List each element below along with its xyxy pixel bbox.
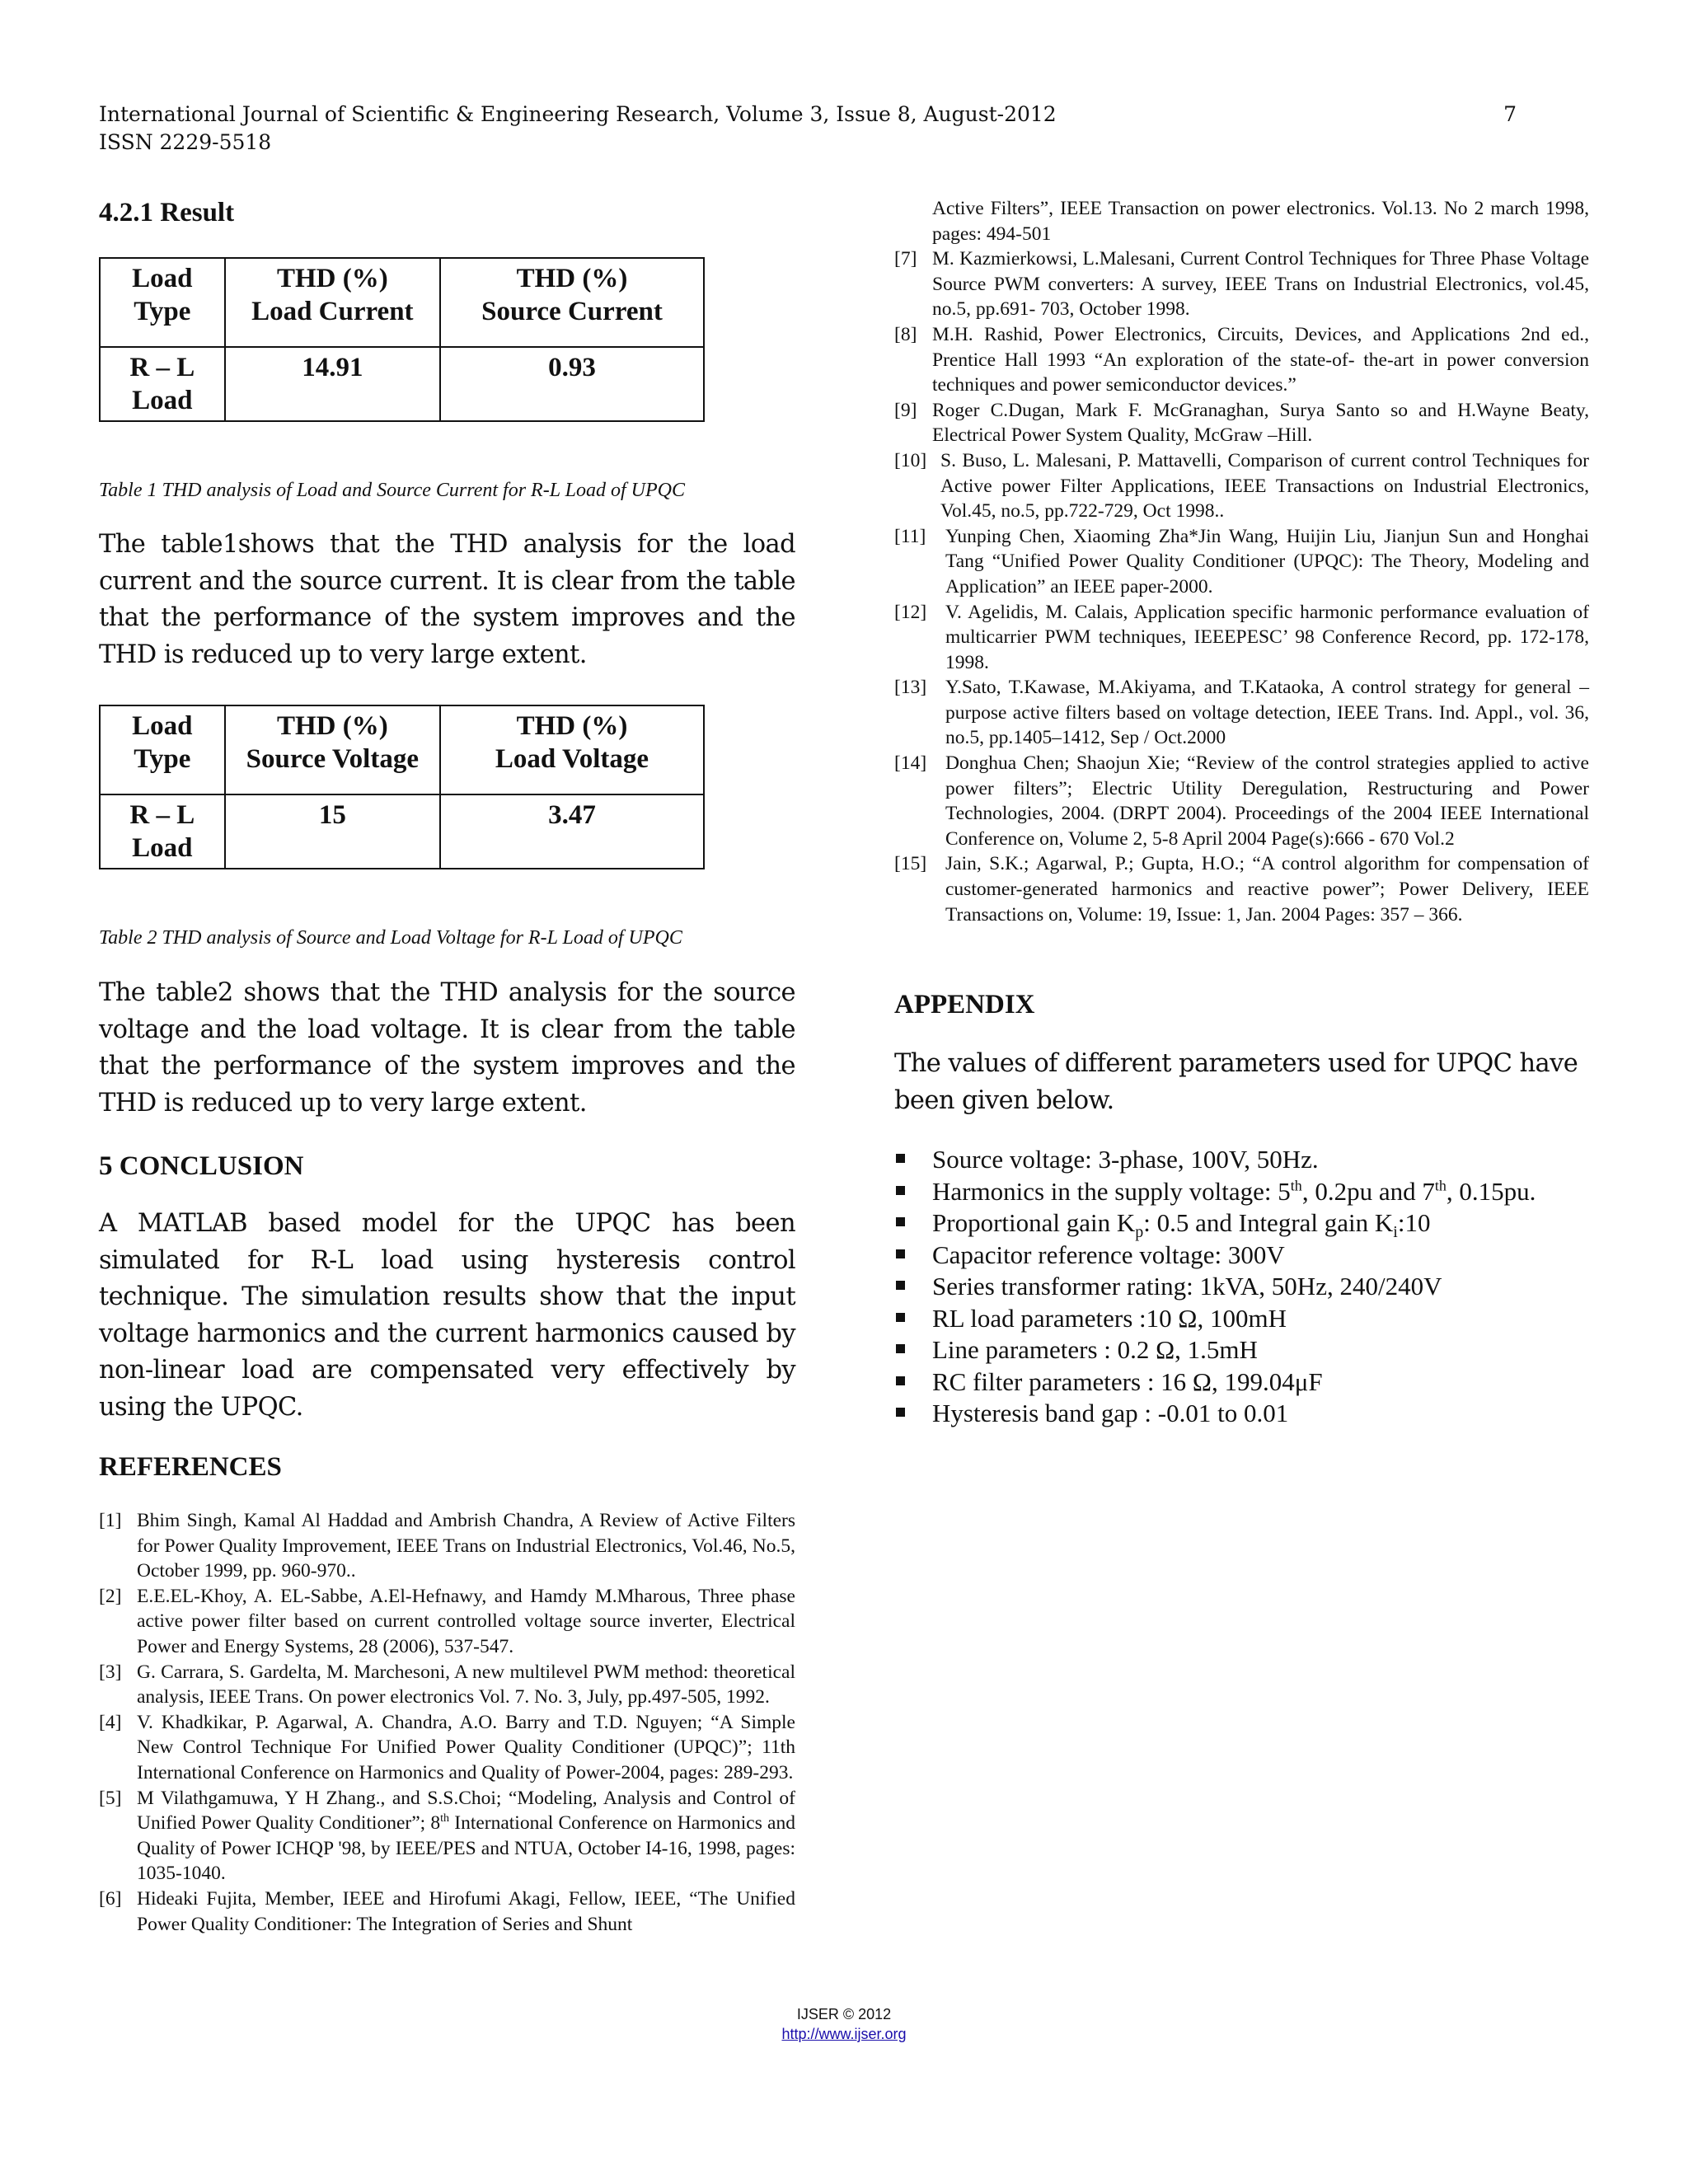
- list-item: RL load parameters :10 Ω, 100mH: [894, 1303, 1589, 1335]
- list-item: Capacitor reference voltage: 300V: [894, 1240, 1589, 1272]
- table-1: [99, 257, 705, 422]
- reference-item-continuation: Active Filters”, IEEE Transaction on power electronics. Vol.13. No 2 march 1998, pages: 494-501: [932, 198, 1589, 245]
- result-heading: 4.2.1 Result: [99, 198, 235, 227]
- table-2: [99, 705, 705, 869]
- table-cell: 15: [225, 794, 440, 869]
- list-item: Harmonics in the supply voltage: 5th, 0.2pu and 7th, 0.15pu.: [894, 1176, 1589, 1208]
- bullet-icon: [896, 1186, 905, 1195]
- issn: ISSN 2229-5518: [99, 130, 272, 154]
- reference-item: [4] V. Khadkikar, P. Agarwal, A. Chandra, A.O. Barry and T.D. Nguyen; “A Simple New Control Technique For Unified Power Quality Conditioner (UPQC)”; 11th International Conference on Harmonics and Quality of Power-2004, pages: 289-293.: [99, 1711, 795, 1783]
- table-header-cell: THD (%) Source Voltage: [225, 705, 440, 794]
- reference-item: [3] G. Carrara, S. Gardelta, M. Marchesoni, A new multilevel PWM method: theoretical analysis, IEEE Trans. On power electronics Vol. 7. No. 3, July, pp.497-505, 1992.: [99, 1661, 795, 1708]
- appendix-heading: APPENDIX: [894, 990, 1035, 1020]
- list-item: RC filter parameters : 16 Ω, 199.04μF: [894, 1366, 1589, 1399]
- bullet-icon: [896, 1154, 905, 1163]
- list-item: Proportional gain $K_p$: 0.5 and Integral gain $K_i:10$: [894, 1207, 1589, 1240]
- bullet-icon: [896, 1281, 905, 1290]
- page-number: 7: [1503, 102, 1517, 126]
- bullet-icon: [896, 1313, 905, 1322]
- right-column: [894, 196, 1589, 1430]
- conclusion-heading: 5 CONCLUSION: [99, 1151, 304, 1181]
- table-header-cell: Load Type: [100, 258, 225, 347]
- table-row: [100, 794, 704, 869]
- table-header-cell: THD (%) Source Current: [440, 258, 704, 347]
- table-cell: 0.93: [440, 347, 704, 421]
- appendix-intro: The values of different parameters used for UPQC have been given below.: [894, 1049, 1578, 1115]
- conclusion-text: A MATLAB based model for the UPQC has been simulated for R-L load using hysteresis control technique. The simulation results show that the input voltage harmonics and the current harmonics caused by non-linear load are compensated very effectively by using the UPQC.: [99, 1209, 795, 1422]
- table-cell: R – L Load: [100, 347, 225, 421]
- bullet-icon: [896, 1217, 905, 1226]
- table-cell: 14.91: [225, 347, 440, 421]
- reference-item: [2] E.E.EL-Khoy, A. EL-Sabbe, A.El-Hefnawy, and Hamdy M.Mharous, Three phase active power filter based on current controlled voltage source inverter, Electrical Power and Energy Systems, 28 (2006), 537-547.: [99, 1585, 795, 1657]
- table-header-row: [100, 705, 704, 794]
- reference-item: [12] V. Agelidis, M. Calais, Application specific harmonic performance evaluation of multicarrier PWM techniques, IEEEPESC’ 98 Conference Record, pp. 172-178, 1998.: [894, 601, 1589, 673]
- bullet-icon: [896, 1249, 905, 1258]
- list-item: Hysteresis band gap : -0.01 to 0.01: [894, 1398, 1589, 1430]
- running-header: [99, 101, 1517, 157]
- page-footer: [0, 2004, 1688, 2044]
- journal-title: International Journal of Scientific & Engineering Research, Volume 3, Issue 8, August-2012: [99, 102, 1057, 126]
- list-item: Series transformer rating: 1kVA, 50Hz, 240/240V: [894, 1271, 1589, 1303]
- reference-item: [9] Roger C.Dugan, Mark F. McGranaghan, Surya Santo so and H.Wayne Beaty, Electrical Power System Quality, McGraw –Hill.: [894, 399, 1589, 447]
- bullet-icon: [896, 1344, 905, 1353]
- reference-item: [5] M Vilathgamuwa, Y H Zhang., and S.S.Choi; “Modeling, Analysis and Control of Unified Power Quality Conditioner”; 8th International Conference on Harmonics and Quality of Power ICHQP '98, by IEEE/PES and NTUA, October I4-16, 1998, pages: 1035-1040.: [99, 1787, 795, 1885]
- table-2-caption: Table 2 THD analysis of Source and Load Voltage for R-L Load of UPQC: [99, 927, 682, 949]
- left-column: [99, 196, 795, 1937]
- footer-link[interactable]: http://www.ijser.org: [781, 2026, 907, 2042]
- table-cell: R – L Load: [100, 794, 225, 869]
- reference-item: [8] M.H. Rashid, Power Electronics, Circuits, Devices, and Applications 2nd ed., Prentice Hall 1993 “An exploration of the state-of- the-art in power conversion techniques and power semiconductor devices.”: [894, 323, 1589, 396]
- reference-item: [1] Bhim Singh, Kamal Al Haddad and Ambrish Chandra, A Review of Active Filters for Power Quality Improvement, IEEE Trans on Industrial Electronics, Vol.46, No.5, October 1999, pp. 960-970..: [99, 1510, 795, 1582]
- copyright: IJSER © 2012: [796, 2006, 892, 2022]
- references-list-right: [894, 196, 1589, 927]
- reference-item: [11] Yunping Chen, Xiaoming Zha*Jin Wang, Huijin Liu, Jianjun Sun and Honghai Tang “Unified Power Quality Conditioner (UPQC): The Theory, Modeling and Application” an IEEE paper-2000.: [894, 525, 1589, 598]
- paragraph-table2: The table2 shows that the THD analysis for the source voltage and the load voltage. It is clear from the table that the performance of the system improves and the THD is reduced up to very large extent.: [99, 978, 795, 1118]
- reference-item: [14] Donghua Chen; Shaojun Xie; “Review of the control strategies applied to active power filters”; Electric Utility Deregulation, Restructuring and Power Technologies, 2004. (DRPT 2004). Proceedings of the 2004 IEEE International Conference on, Volume 2, 5-8 April 2004 Page(s):666 - 670 Vol.2: [894, 752, 1589, 850]
- reference-item: [7] M. Kazmierkowsi, L.Malesani, Current Control Techniques for Three Phase Voltage Source PWM converters: A survey, IEEE Trans on Industrial Electronics, vol.45, no.5, pp.691- 703, October 1998.: [894, 248, 1589, 321]
- list-item: Source voltage: 3-phase, 100V, 50Hz.: [894, 1144, 1589, 1176]
- parameter-list: [894, 1144, 1589, 1430]
- bullet-icon: [896, 1408, 905, 1417]
- reference-item: [13] Y.Sato, T.Kawase, M.Akiyama, and T.Kataoka, A control strategy for general – purpose active filters based on voltage detection, IEEE Trans. Ind. Appl., vol. 36, no.5, pp.1405–1412, Sep / Oct.2000: [894, 677, 1589, 749]
- reference-item: [15] Jain, S.K.; Agarwal, P.; Gupta, H.O.; “A control algorithm for compensation of customer-generated harmonics and reactive power”; Power Delivery, IEEE Transactions on, Volume: 19, Issue: 1, Jan. 2004 Pages: 357 – 366.: [894, 853, 1589, 926]
- reference-item: [6] Hideaki Fujita, Member, IEEE and Hirofumi Akagi, Fellow, IEEE, “The Unified Power Quality Conditioner: The Integration of Series and Shunt: [99, 1887, 795, 1935]
- table-header-row: [100, 258, 704, 347]
- table-header-cell: Load Type: [100, 705, 225, 794]
- bullet-icon: [896, 1376, 905, 1385]
- table-1-caption: Table 1 THD analysis of Load and Source Current for R-L Load of UPQC: [99, 480, 685, 501]
- table-header-cell: THD (%) Load Current: [225, 258, 440, 347]
- references-list-left: [99, 1508, 795, 1937]
- list-item: Line parameters : 0.2 Ω, 1.5mH: [894, 1334, 1589, 1366]
- reference-item: [10] S. Buso, L. Malesani, P. Mattavelli, Comparison of current control Techniques for Active power Filter Applications, IEEE Transactions on Industrial Electronics, Vol.45, no.5, pp.722-729, Oct 1998..: [894, 449, 1589, 523]
- references-heading: REFERENCES: [99, 1452, 282, 1482]
- paragraph-table1: The table1shows that the THD analysis for the load current and the source current. It is clear from the table that the performance of the system improves and the THD is reduced up to very large extent.: [99, 530, 795, 669]
- table-cell: 3.47: [440, 794, 704, 869]
- table-row: [100, 347, 704, 421]
- table-header-cell: THD (%) Load Voltage: [440, 705, 704, 794]
